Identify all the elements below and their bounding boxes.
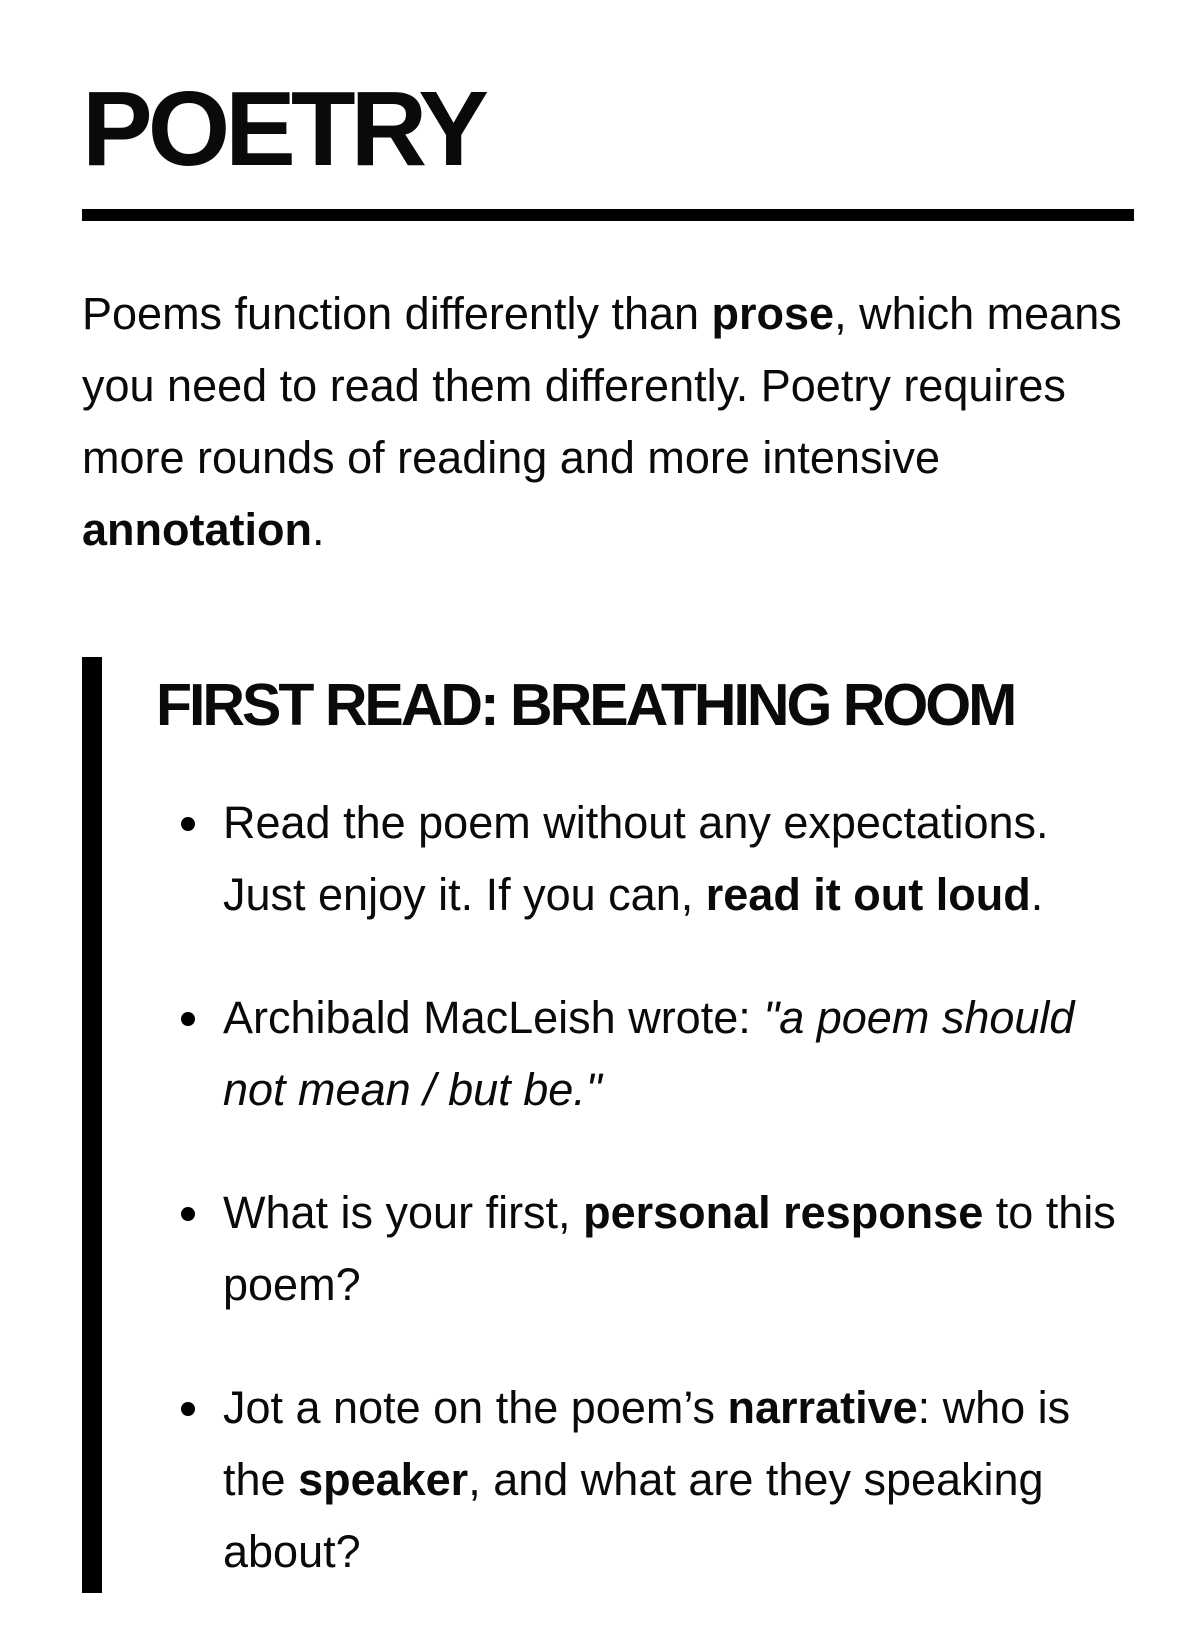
bullet-icon [181, 1012, 195, 1026]
list-item [223, 982, 1123, 1126]
intro-paragraph [82, 278, 1134, 566]
tip-emphasis: read it out loud [705, 869, 1031, 920]
tip-emphasis: personal response [583, 1187, 984, 1238]
intro-text: . [311, 504, 325, 555]
tip-text: What is your first, [223, 1187, 584, 1238]
tip-text: Read the poem without any expectations. Just enjoy it. If you can, [223, 797, 1049, 920]
tip-text: , and what are they speaking about? [223, 1454, 1044, 1577]
tip-text: Archibald MacLeish wrote: [223, 992, 764, 1043]
tip-emphasis: narrative [727, 1382, 918, 1433]
section-heading: FIRST READ: BREATHING ROOM [156, 672, 1015, 738]
list-item [223, 1177, 1123, 1321]
tip-text: : who is the [223, 1382, 1071, 1505]
intro-term-prose: prose [711, 288, 835, 339]
bullet-icon [181, 817, 195, 831]
list-item [223, 787, 1123, 931]
bullet-icon [181, 1207, 195, 1221]
tip-text: . [1030, 869, 1044, 920]
intro-text: Poems function differently than [82, 288, 712, 339]
first-read-callout [82, 657, 1134, 1593]
tips-list [223, 787, 1123, 1639]
tip-text: to this poem? [223, 1187, 1116, 1310]
list-item [223, 1372, 1123, 1588]
tip-text: Jot a note on the poem’s [223, 1382, 728, 1433]
intro-text: , which means you need to read them differently. Poetry requires more rounds of reading and more intensive [82, 288, 1122, 483]
title-divider [82, 209, 1134, 221]
callout-accent-bar [82, 657, 102, 1593]
tip-quote: "a poem should not mean / but be." [223, 992, 1075, 1115]
page-title: POETRY [82, 70, 484, 188]
bullet-icon [181, 1402, 195, 1416]
tip-emphasis: speaker [298, 1454, 469, 1505]
intro-term-annotation: annotation [82, 504, 312, 555]
